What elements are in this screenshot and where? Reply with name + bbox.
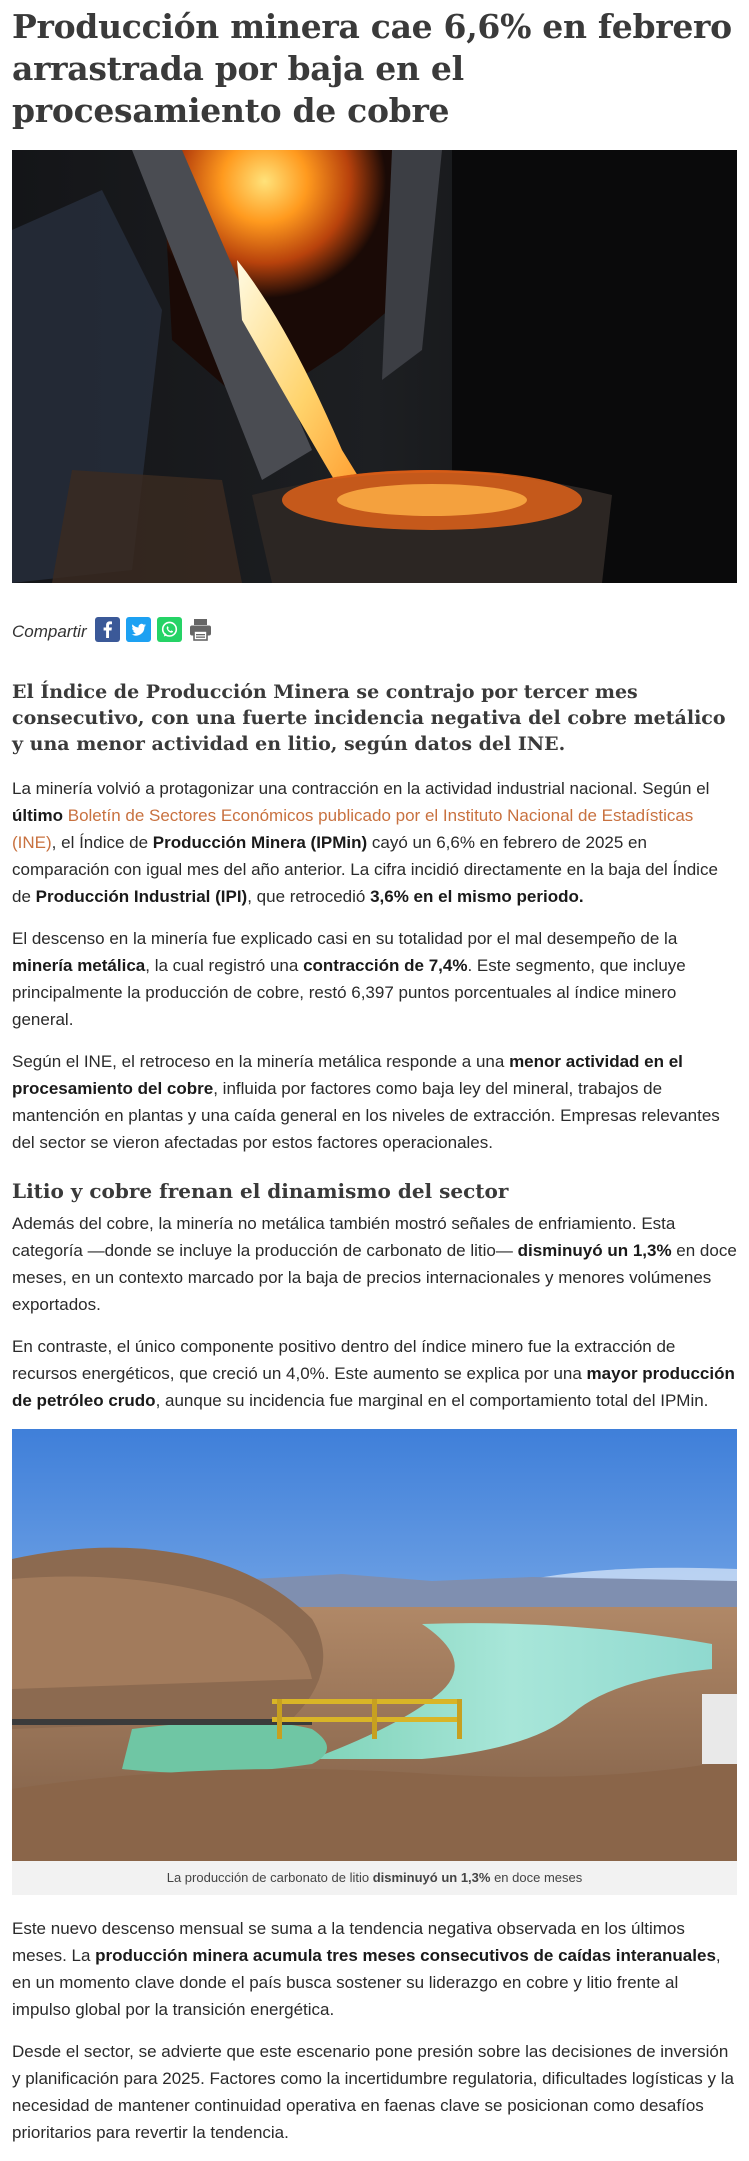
share-label: Compartir <box>12 622 87 641</box>
paragraph-6: Este nuevo descenso mensual se suma a la tendencia negativa observada en los últimos meses. La producción minera acumula tres meses consecutivos de caídas interanuales, en un momento clave donde el país busca sostener su liderazgo en cobre y litio frente al impulso global por la transición energética. <box>12 1919 721 2019</box>
whatsapp-icon[interactable] <box>157 617 182 642</box>
article-figure <box>12 1429 737 1895</box>
print-icon[interactable] <box>188 617 213 642</box>
facebook-icon[interactable] <box>95 617 120 642</box>
article <box>0 6 749 2146</box>
ine-bulletin-link[interactable]: Boletín de Sectores Económicos publicado por el Instituto Nacional de Estadísticas (INE) <box>12 806 694 852</box>
hero-image <box>12 150 737 583</box>
figure-caption: La producción de carbonato de litio disminuyó un 1,3% en doce meses <box>12 1861 737 1895</box>
paragraph-7: Desde el sector, se advierte que este escenario pone presión sobre las decisiones de inversión y planificación para 2025. Factores como la incertidumbre regulatoria, dificultades logísticas y la necesidad de mantener continuidad operativa en faenas clave se posicionan como desafíos prioritarios para revertir la tendencia. <box>12 2042 734 2142</box>
paragraph-2: El descenso en la minería fue explicado casi en su totalidad por el mal desempeño de la minería metálica, la cual registró una contracción de 7,4%. Este segmento, que incluye principalmente la producción de cobre, restó 6,397 puntos porcentuales al índice minero general. <box>12 929 686 1029</box>
article-lead: El Índice de Producción Minera se contrajo por tercer mes consecutivo, con una fuerte incidencia negativa del cobre metálico y una menor actividad en litio, según datos del INE. <box>12 681 726 755</box>
twitter-icon[interactable] <box>126 617 151 642</box>
paragraph-4: Además del cobre, la minería no metálica también mostró señales de enfriamiento. Esta categoría —donde se incluye la producción de carbonato de litio— disminuyó un 1,3% en doce meses, en un contexto marcado por la baja de precios internacionales y menores volúmenes exportados. <box>12 1214 737 1314</box>
molten-metal-pouring-image <box>12 150 737 583</box>
article-title: Producción minera cae 6,6% en febrero arrastrada por baja en el procesamiento de cobre <box>12 7 732 130</box>
lithium-evaporation-pond-image <box>12 1429 737 1861</box>
paragraph-3: Según el INE, el retroceso en la minería metálica responde a una menor actividad en el procesamiento del cobre, influida por factores como baja ley del mineral, trabajos de mantención en plantas y una caída general en los niveles de extracción. Empresas relevantes del sector se vieron afectadas por estos factores operacionales. <box>12 1052 720 1152</box>
section-subheading: Litio y cobre frenan el dinamismo del sector <box>12 1179 509 1203</box>
paragraph-5: En contraste, el único componente positivo dentro del índice minero fue la extracción de recursos energéticos, que creció un 4,0%. Este aumento se explica por una mayor producción de petróleo crudo, aunque su incidencia fue marginal en el comportamiento total del IPMin. <box>12 1337 735 1410</box>
figure-image <box>12 1429 737 1861</box>
paragraph-1: La minería volvió a protagonizar una contracción en la actividad industrial nacional. Según el último Boletín de Sectores Económicos publicado por el Instituto Nacional de Estadísticas (INE), el Índice de Producción Minera (IPMin) cayó un 6,6% en febrero de 2025 en comparación con igual mes del año anterior. La cifra incidió directamente en la baja del Índice de Producción Industrial (IPI), que retrocedió 3,6% en el mismo periodo. <box>12 779 718 906</box>
share-bar <box>12 609 737 649</box>
